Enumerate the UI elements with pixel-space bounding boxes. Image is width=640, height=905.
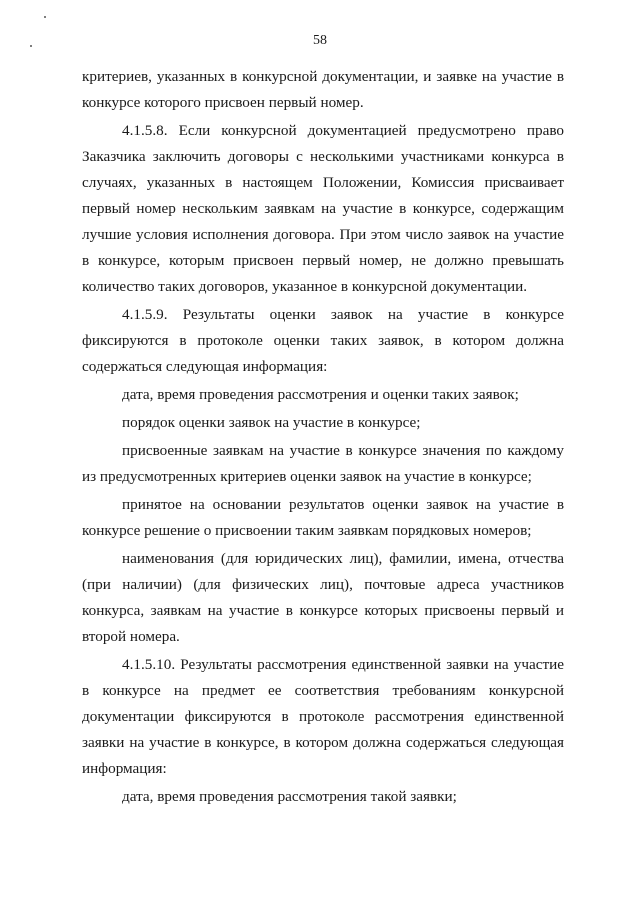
list-item-participant-names: наименования (для юридических лиц), фамилии, имена, отчества (при наличии) (для физических лиц), почтовые адреса участников конкурса, заявкам на участие в конкурсе которых присвоены первый и второй номера. (82, 550, 564, 645)
body-text (82, 64, 564, 810)
list-item-decision: принятое на основании результатов оценки заявок на участие в конкурсе решение о присвоении таким заявкам порядковых номеров; (82, 496, 564, 539)
paragraph-4-1-5-8: 4.1.5.8. Если конкурсной документацией предусмотрено право Заказчика заключить договоры с несколькими участниками конкурса в случаях, указанных в настоящем Положении, Комиссия присваивает первый номер нескольким заявкам на участие в конкурсе, содержащим лучшие условия исполнения договора. При этом число заявок на участие в конкурсе, которым присвоен первый номер, не должно превышать количество таких договоров, указанное в конкурсной документации. (82, 122, 564, 295)
list-item-date-time: дата, время проведения рассмотрения и оценки таких заявок; (122, 386, 519, 403)
list-item-single-application-date: дата, время проведения рассмотрения такой заявки; (122, 788, 457, 805)
paragraph-criteria-continuation: критериев, указанных в конкурсной документации, и заявке на участие в конкурсе которого присвоен первый номер. (82, 68, 564, 111)
list-item-assigned-values: присвоенные заявкам на участие в конкурсе значения по каждому из предусмотренных критериев оценки заявок на участие в конкурсе; (82, 442, 564, 485)
list-item-evaluation-order: порядок оценки заявок на участие в конкурсе; (122, 414, 421, 431)
paragraph-4-1-5-9: 4.1.5.9. Результаты оценки заявок на участие в конкурсе фиксируются в протоколе оценки таких заявок, в котором должна содержаться следующая информация: (82, 306, 564, 375)
page-number: 58 (313, 33, 327, 48)
paragraph-4-1-5-10: 4.1.5.10. Результаты рассмотрения единственной заявки на участие в конкурсе на предмет ее соответствия требованиям конкурсной документации фиксируются в протоколе рассмотрения единственной заявки на участие в конкурсе, в котором должна содержаться следующая информация: (82, 656, 564, 777)
scan-speck (44, 16, 46, 18)
